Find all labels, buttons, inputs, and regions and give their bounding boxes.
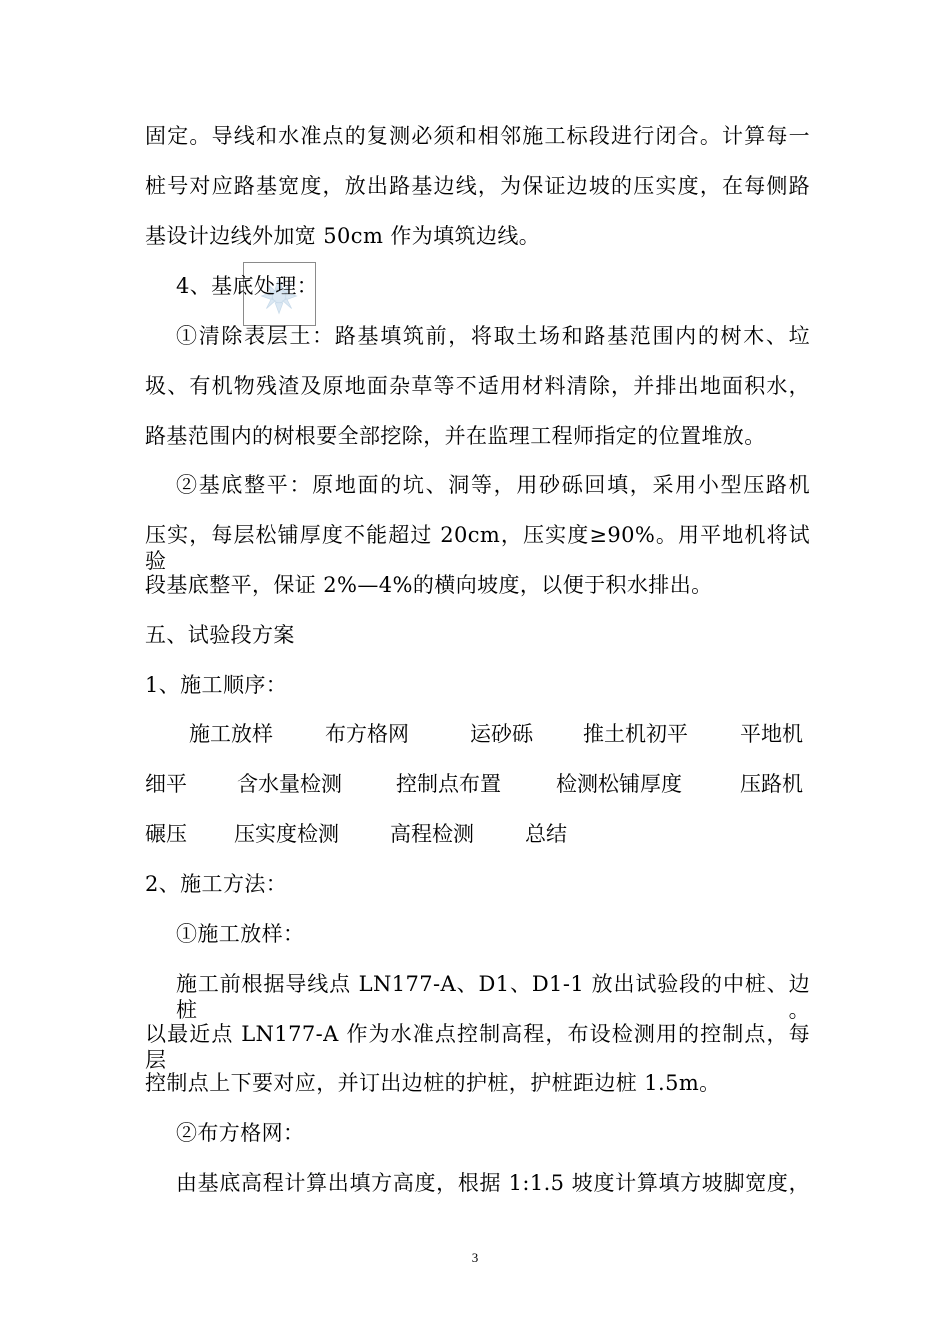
sequence-item: 运砂砾 [470, 722, 533, 746]
paragraph-line: 以最近点 LN177-A 作为水准点控制高程，布设检测用的控制点，每层 [145, 1022, 810, 1072]
paragraph-line: 段基底整平，保证 2%—4%的横向坡度，以便于积水排出。 [145, 573, 713, 597]
sequence-item: 高程检测 [390, 822, 474, 846]
paragraph-line: ②基底整平：原地面的坑、洞等，用砂砾回填，采用小型压路机 [176, 473, 810, 497]
page-number: 3 [471, 1250, 479, 1265]
sequence-item: 细平 [145, 772, 187, 796]
sequence-item: 含水量检测 [237, 772, 342, 796]
paragraph-line: 施工前根据导线点 LN177-A、D1、D1-1 放出试验段的中桩、边桩。 [176, 972, 810, 1022]
sequence-item: 平地机 [740, 722, 803, 746]
section-heading-test-section: 五、试验段方案 [145, 623, 295, 647]
paragraph-line: 路基范围内的树根要全部挖除，并在监理工程师指定的位置堆放。 [145, 424, 766, 448]
paragraph-line: 圾、有机物残渣及原地面杂草等不适用材料清除，并排出地面积水， [145, 374, 810, 398]
paragraph-line: 固定。导线和水准点的复测必须和相邻施工标段进行闭合。计算每一 [145, 124, 810, 148]
sequence-item: 压路机 [740, 772, 803, 796]
paragraph-line: ①清除表层土：路基填筑前，将取土场和路基范围内的树木、垃 [176, 324, 810, 348]
paragraph-line: 由基底高程计算出填方高度，根据 1:1.5 坡度计算填方坡脚宽度， [176, 1171, 810, 1195]
sequence-item: 总结 [525, 822, 567, 846]
subheading-staking-out: ①施工放样： [176, 922, 305, 946]
paragraph-line: 桩号对应路基宽度，放出路基边线，为保证边坡的压实度，在每侧路 [145, 174, 810, 198]
subheading-construction-method: 2、施工方法： [145, 872, 288, 896]
sequence-item: 检测松铺厚度 [556, 772, 682, 796]
sequence-item: 施工放样 [189, 722, 273, 746]
paragraph-line: 压实，每层松铺厚度不能超过 20cm，压实度≥90%。用平地机将试验 [145, 523, 810, 573]
subheading-base-treatment: 4、基底处理： [176, 274, 319, 298]
sequence-item: 压实度检测 [234, 822, 339, 846]
paragraph-line: 控制点上下要对应，并订出边桩的护桩，护桩距边桩 1.5m。 [145, 1071, 721, 1095]
sequence-item: 碾压 [145, 822, 187, 846]
subheading-grid-layout: ②布方格网： [176, 1121, 305, 1145]
sequence-item: 布方格网 [325, 722, 409, 746]
sequence-item: 推土机初平 [583, 722, 688, 746]
subheading-construction-order: 1、施工顺序： [145, 673, 288, 697]
sequence-item: 控制点布置 [396, 772, 501, 796]
paragraph-line: 基设计边线外加宽 50cm 作为填筑边线。 [145, 224, 541, 248]
